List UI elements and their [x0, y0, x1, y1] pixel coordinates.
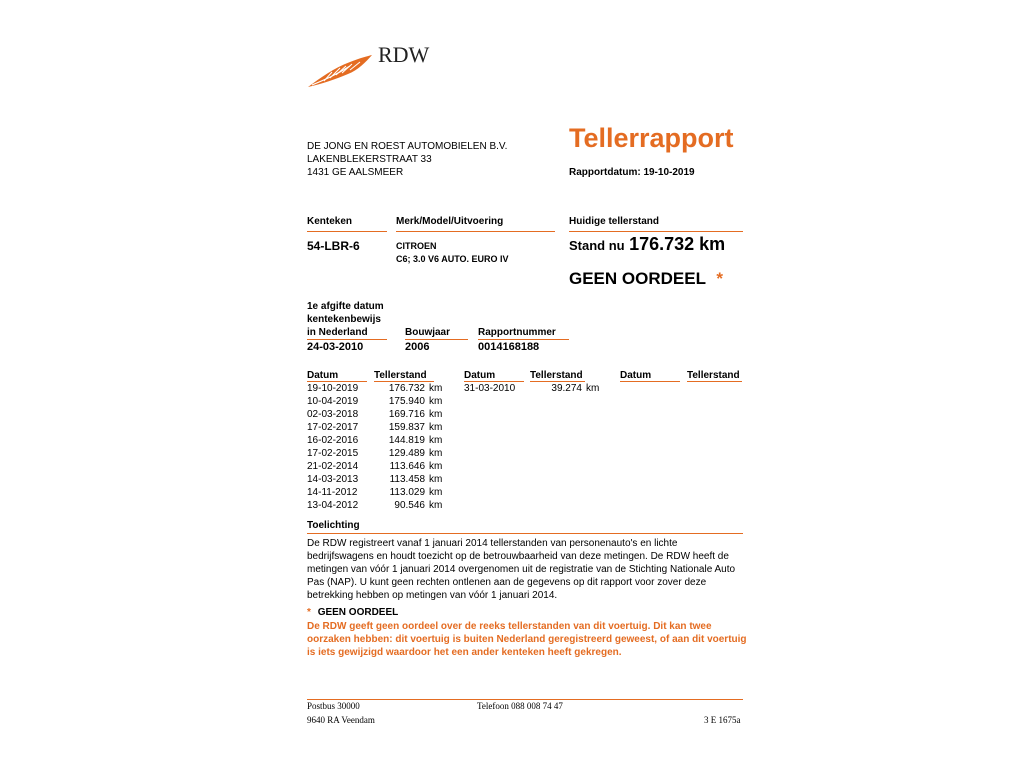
stand-prefix: Stand nu [569, 238, 625, 253]
reading-date: 17-02-2017 [307, 422, 359, 433]
first-reg-label-2: kentekenbewijs [307, 314, 381, 325]
reading-unit: km [586, 383, 600, 394]
table-row [464, 383, 599, 394]
reading-km: 113.029 [389, 487, 425, 498]
footer-rule [307, 699, 743, 700]
stand-nu [569, 234, 725, 255]
table-row [307, 487, 442, 498]
readings-rule-1b [374, 381, 434, 382]
company-city: 1431 GE AALSMEER [307, 167, 404, 178]
table-row [307, 500, 442, 511]
readings-rule-1a [307, 381, 367, 382]
reading-unit: km [429, 422, 443, 433]
rdw-logo-text: RDW [378, 42, 430, 67]
reading-km: 113.646 [389, 461, 425, 472]
oordeel-text: GEEN OORDEEL [569, 269, 706, 288]
reading-date: 13-04-2012 [307, 500, 359, 511]
table-row [307, 435, 442, 446]
reading-km: 175.940 [388, 396, 425, 407]
reading-km: 129.489 [388, 448, 425, 459]
bouwjaar-label: Bouwjaar [405, 327, 451, 338]
kenteken-value: 54-LBR-6 [307, 239, 360, 253]
reading-unit: km [429, 474, 443, 485]
reading-date: 14-03-2013 [307, 474, 359, 485]
readings-rule-2b [530, 381, 585, 382]
toelichting-rule [307, 533, 743, 534]
reading-unit: km [429, 383, 443, 394]
table-row [307, 474, 442, 485]
company-name: DE JONG EN ROEST AUTOMOBIELEN B.V. [307, 141, 508, 152]
note-heading: GEEN OORDEEL [317, 607, 399, 618]
reading-date: 10-04-2019 [307, 396, 359, 407]
note-asterisk: * [307, 607, 311, 618]
bouwjaar-value: 2006 [405, 341, 430, 353]
stand-value: 176.732 km [629, 234, 726, 254]
reading-unit: km [429, 396, 443, 407]
merk-line1: CITROEN [396, 241, 437, 251]
footer-city: 9640 RA Veendam [307, 715, 375, 725]
first-reg-value: 24-03-2010 [307, 341, 364, 353]
merk-line2: C6; 3.0 V6 AUTO. EURO IV [396, 254, 509, 264]
table-row [307, 396, 442, 407]
readings-header-date-1: Datum [307, 370, 339, 381]
table-row [307, 409, 442, 420]
toelichting-body: De RDW registreert vanaf 1 januari 2014 tellerstanden van personenauto's en lichte bedrijfswagens en houdt toezicht op de betrouwbaarheid van deze metingen. De RDW heeft de metingen van vóór 1 januari 2014 overgenomen uit de registratie van de Stichting Nationale Auto Pas (NAP). U kunt geen rechten ontlenen aan de gegevens op dit rapport voor zover deze betrekking hebben op metingen van vóór 1 januari 2014. [307, 538, 736, 601]
readings-header-stand-3: Tellerstand [687, 370, 740, 381]
bouwjaar-rule [405, 339, 468, 340]
table-row [307, 422, 442, 433]
rapportnummer-value: 0014168188 [478, 341, 540, 353]
reading-km: 159.837 [388, 422, 425, 433]
footer-code: 3 E 1675a [704, 715, 741, 725]
reading-km: 90.546 [394, 500, 425, 511]
table-row [307, 461, 442, 472]
note-heading-line [307, 607, 398, 618]
rdw-logo [306, 42, 436, 92]
reading-unit: km [429, 461, 443, 472]
rapportnummer-label: Rapportnummer [478, 327, 556, 338]
merk-label: Merk/Model/Uitvoering [396, 216, 504, 227]
kenteken-label: Kenteken [307, 216, 353, 227]
first-reg-label-1: 1e afgifte datum [307, 301, 384, 312]
reading-unit: km [429, 487, 443, 498]
reading-km: 169.716 [388, 409, 425, 420]
company-street: LAKENBLEKERSTRAAT 33 [307, 154, 432, 165]
reading-km: 39.274 [551, 383, 582, 394]
note-body: De RDW geeft geen oordeel over de reeks tellerstanden van dit voertuig. Dit kan twee oorzaken hebben: dit voertuig is buiten Nederland geregistreerd geweest, of aan dit voertuig is iets gewijzigd waardoor het een ander kenteken heeft gekregen. [307, 621, 747, 658]
reading-unit: km [429, 435, 443, 446]
rdw-leaf-icon [306, 42, 374, 90]
reading-unit: km [429, 409, 443, 420]
reading-unit: km [429, 500, 443, 511]
reading-date: 14-11-2012 [307, 487, 358, 498]
first-reg-rule [307, 339, 387, 340]
footer-phone: Telefoon 088 008 74 47 [477, 701, 563, 711]
readings-rule-3a [620, 381, 680, 382]
kenteken-rule [307, 231, 387, 232]
reading-date: 02-03-2018 [307, 409, 359, 420]
reading-km: 113.458 [389, 474, 425, 485]
table-row [307, 383, 442, 394]
reading-km: 176.732 [388, 383, 425, 394]
readings-rule-2a [464, 381, 524, 382]
rapportnummer-rule [478, 339, 569, 340]
huidig-label: Huidige tellerstand [569, 216, 660, 227]
reading-date: 16-02-2016 [307, 435, 359, 446]
first-reg-label-3: in Nederland [307, 327, 368, 338]
readings-header-date-2: Datum [464, 370, 496, 381]
readings-rule-3b [687, 381, 742, 382]
report-title: Tellerrapport [569, 123, 734, 153]
merk-rule [396, 231, 555, 232]
reading-date: 21-02-2014 [307, 461, 359, 472]
readings-header-stand-1: Tellerstand [374, 370, 427, 381]
reading-unit: km [429, 448, 443, 459]
reading-date: 19-10-2019 [307, 383, 359, 394]
footer-postbus: Postbus 30000 [307, 701, 360, 711]
table-row [307, 448, 442, 459]
readings-header-stand-2: Tellerstand [530, 370, 583, 381]
oordeel-asterisk: * [716, 269, 724, 288]
huidig-rule [569, 231, 743, 232]
reading-km: 144.819 [388, 435, 425, 446]
toelichting-heading: Toelichting [307, 520, 360, 531]
oordeel [569, 269, 723, 289]
reading-date: 17-02-2015 [307, 448, 359, 459]
readings-header-date-3: Datum [620, 370, 652, 381]
reading-date: 31-03-2010 [464, 383, 516, 394]
report-date: Rapportdatum: 19-10-2019 [569, 167, 695, 178]
